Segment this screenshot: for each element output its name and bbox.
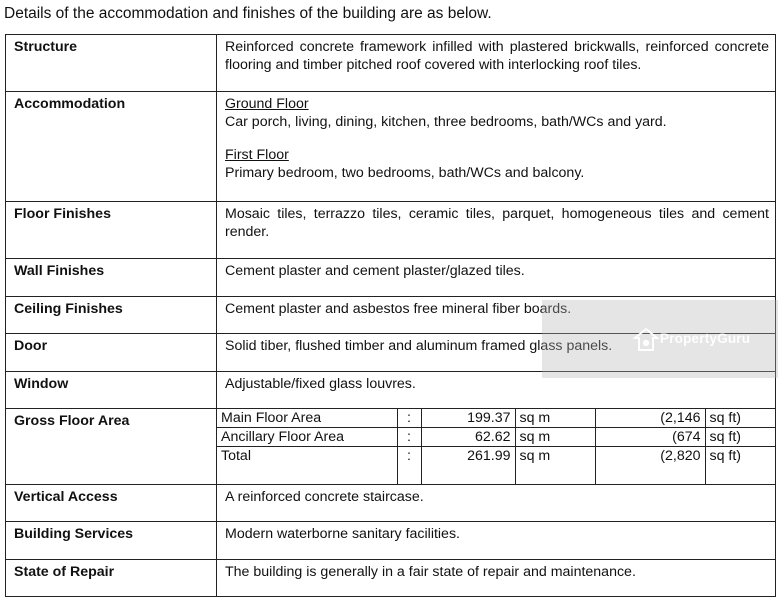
row-state-of-repair <box>6 560 776 597</box>
watermark-brand: PropertyGuru <box>660 331 751 346</box>
area-unit-sqft: sq ft) <box>705 447 775 485</box>
ground-floor-value: Car porch, living, dining, kitchen, three bedrooms, bath/WCs and yard. <box>225 114 667 130</box>
area-unit-sqft: sq ft) <box>705 409 775 428</box>
row-accommodation <box>6 92 776 202</box>
area-sqft: (2,820 <box>595 447 705 485</box>
ground-floor-heading: Ground Floor <box>225 96 309 112</box>
row-floor-finishes <box>6 202 776 259</box>
area-sqm: 62.62 <box>421 428 515 447</box>
label-gross-floor-area: Gross Floor Area <box>6 409 217 485</box>
row-gross-floor-area <box>6 409 776 485</box>
area-unit-sqft: sq ft) <box>705 428 775 447</box>
row-window <box>6 372 776 409</box>
area-unit-sqm: sq m <box>515 428 595 447</box>
label-building-services: Building Services <box>6 522 217 560</box>
area-name: Total <box>217 447 397 485</box>
value-ceiling-finishes: Cement plaster and asbestos free mineral fiber boards. <box>217 297 776 334</box>
label-vertical-access: Vertical Access <box>6 485 217 522</box>
value-vertical-access: A reinforced concrete staircase. <box>217 485 776 522</box>
area-sqft: (2,146 <box>595 409 705 428</box>
first-floor-value: Primary bedroom, two bedrooms, bath/WCs and balcony. <box>225 165 585 181</box>
value-floor-finishes: Mosaic tiles, terrazzo tiles, ceramic tiles, parquet, homogeneous tiles and cement render. <box>217 202 776 259</box>
row-building-services <box>6 522 776 560</box>
label-wall-finishes: Wall Finishes <box>6 259 217 297</box>
label-accommodation: Accommodation <box>6 92 217 202</box>
row-vertical-access <box>6 485 776 522</box>
label-state-of-repair: State of Repair <box>6 560 217 597</box>
intro-text: Details of the accommodation and finishes of the building are as below. <box>4 5 492 22</box>
first-floor-heading: First Floor <box>225 147 289 163</box>
row-wall-finishes <box>6 259 776 297</box>
value-state-of-repair: The building is generally in a fair state of repair and maintenance. <box>217 560 776 597</box>
area-unit-sqm: sq m <box>515 447 595 485</box>
area-name: Main Floor Area <box>217 409 397 428</box>
area-row-total <box>217 447 775 485</box>
label-floor-finishes: Floor Finishes <box>6 202 217 259</box>
value-accommodation <box>217 92 776 202</box>
value-gross-floor-area <box>217 409 776 485</box>
area-separator: : <box>397 428 421 447</box>
area-unit-sqm: sq m <box>515 409 595 428</box>
label-structure: Structure <box>6 35 217 92</box>
value-door: Solid tiber, flushed timber and aluminum framed glass panels. <box>217 334 776 372</box>
area-name: Ancillary Floor Area <box>217 428 397 447</box>
value-building-services: Modern waterborne sanitary facilities. <box>217 522 776 560</box>
area-sqft: (674 <box>595 428 705 447</box>
area-separator: : <box>397 409 421 428</box>
propertyguru-logo-icon <box>632 326 660 354</box>
area-row <box>217 428 775 447</box>
area-separator: : <box>397 447 421 485</box>
label-ceiling-finishes: Ceiling Finishes <box>6 297 217 334</box>
floor-area-table <box>217 409 775 484</box>
area-sqm: 261.99 <box>421 447 515 485</box>
value-wall-finishes: Cement plaster and cement plaster/glazed tiles. <box>217 259 776 297</box>
row-ceiling-finishes <box>6 297 776 334</box>
value-structure: Reinforced concrete framework infilled with plastered brickwalls, reinforced concrete flooring and timber pitched roof covered with interlocking roof tiles. <box>217 35 776 92</box>
building-details-table <box>5 34 776 597</box>
row-structure <box>6 35 776 92</box>
label-window: Window <box>6 372 217 409</box>
area-sqm: 199.37 <box>421 409 515 428</box>
value-window: Adjustable/fixed glass louvres. <box>217 372 776 409</box>
area-row <box>217 409 775 428</box>
label-door: Door <box>6 334 217 372</box>
